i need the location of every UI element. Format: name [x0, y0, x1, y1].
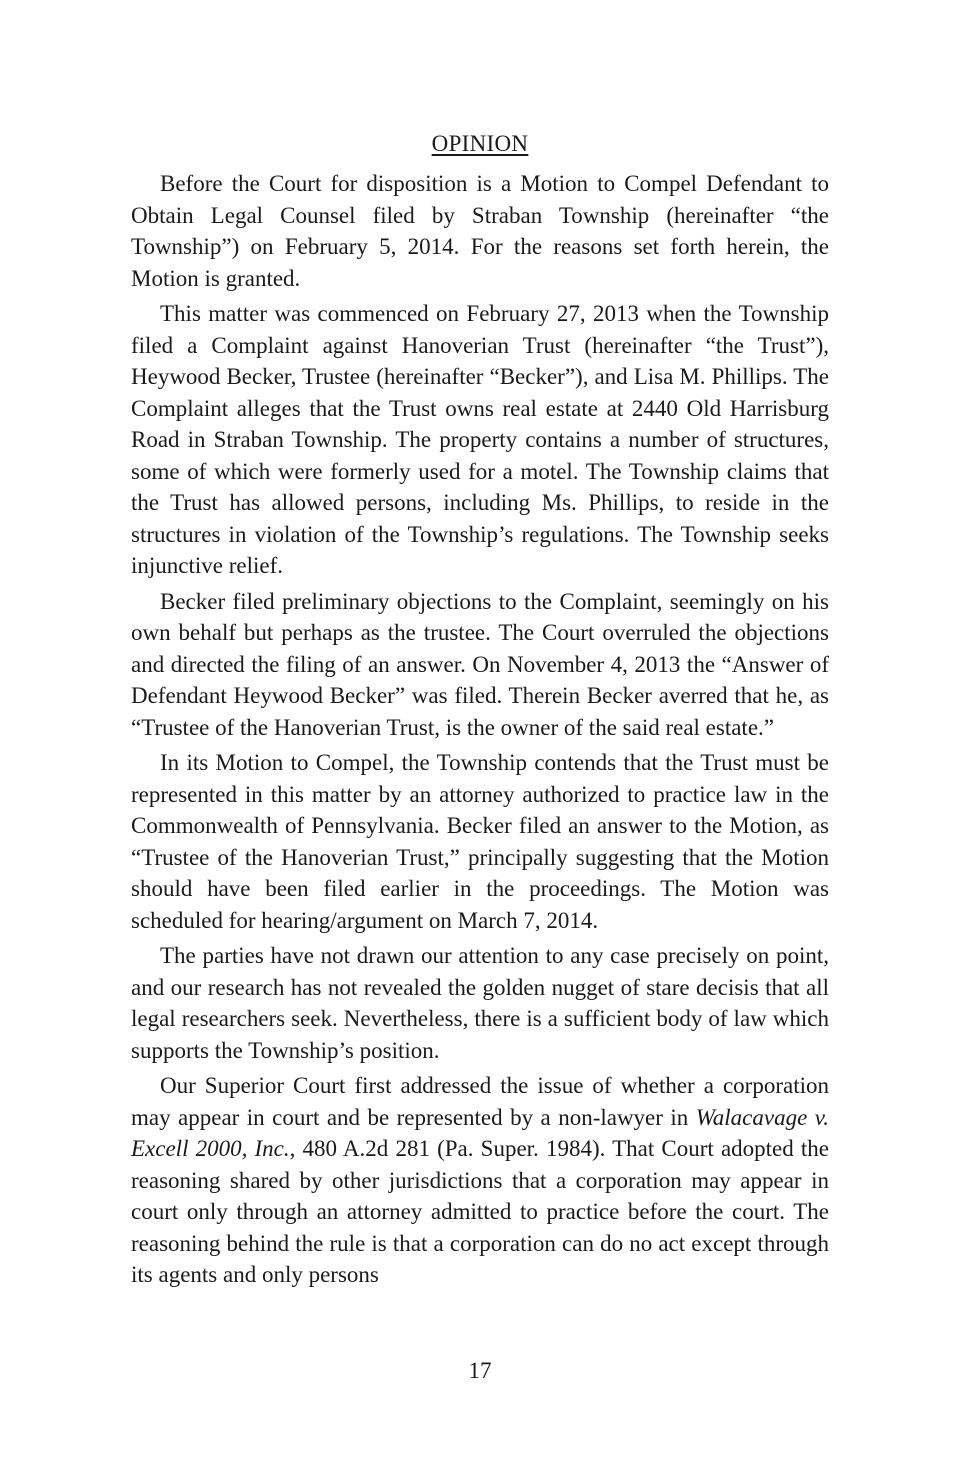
- opinion-page: [131, 128, 829, 1295]
- paragraph-motion-intro: Before the Court for disposition is a Motion to Compel Defendant to Obtain Legal Counsel filed by Straban Township (hereinafter “the Township”) on February 5, 2014. For the reasons set forth herein, the Motion is granted.: [131, 171, 829, 291]
- paragraph-superior-court-rest: , 480 A.2d 281 (Pa. Super. 1984). That Court adopted the reasoning shared by other jurisdictions that a corporation may appear in court only through an attorney admitted to practice before the court. The reasoning behind the rule is that a corporation can do no act except through its agents and only persons: [131, 1136, 830, 1287]
- paragraph-superior-court-lead: Our Superior Court first addressed the issue of whether a corporation may appear in court and be represented by a non-lawyer in: [131, 1073, 829, 1130]
- page-number: 17: [468, 1358, 492, 1383]
- paragraph-superior-court: [131, 1070, 829, 1291]
- paragraph-preliminary-objections: Becker filed preliminary objections to the Complaint, seemingly on his own behalf but perhaps as the trustee. The Court overruled the objections and directed the filing of an answer. On November 4, 2013 the “Answer of Defendant Heywood Becker” was filed. Therein Becker averred that he, as “Trustee of the Hanoverian Trust, is the owner of the said real estate.”: [131, 588, 829, 740]
- paragraph-research-note: The parties have not drawn our attention to any case precisely on point, and our research has not revealed the golden nugget of stare decisis that all legal researchers seek. Nevertheless, there is a sufficient body of law which supports the Township’s position.: [131, 943, 829, 1063]
- heading-text: OPINION: [431, 131, 529, 156]
- paragraph-complaint-background: This matter was commenced on February 27, 2013 when the Township filed a Complaint against Hanoverian Trust (hereinafter “the Trust”), Heywood Becker, Trustee (hereinafter “Becker”), and Lisa M. Phillips. The Complaint alleges that the Trust owns real estate at 2440 Old Harrisburg Road in Straban Township. The property contains a number of structures, some of which were formerly used for a motel. The Township claims that the Trust has allowed persons, including Ms. Phillips, to reside in the structures in violation of the Township’s regulations. The Township seeks injunctive relief.: [131, 301, 829, 578]
- paragraph-motion-to-compel: In its Motion to Compel, the Township contends that the Trust must be represented in this matter by an attorney authorized to practice law in the Commonwealth of Pennsylvania. Becker filed an answer to the Motion, as “Trustee of the Hanoverian Trust,” principally suggesting that the Motion should have been filed earlier in the proceedings. The Motion was scheduled for hearing/argument on March 7, 2014.: [131, 750, 829, 933]
- opinion-heading: [131, 128, 829, 160]
- case-citation-name: Walacavage v. Excell 2000, Inc.: [131, 1104, 829, 1161]
